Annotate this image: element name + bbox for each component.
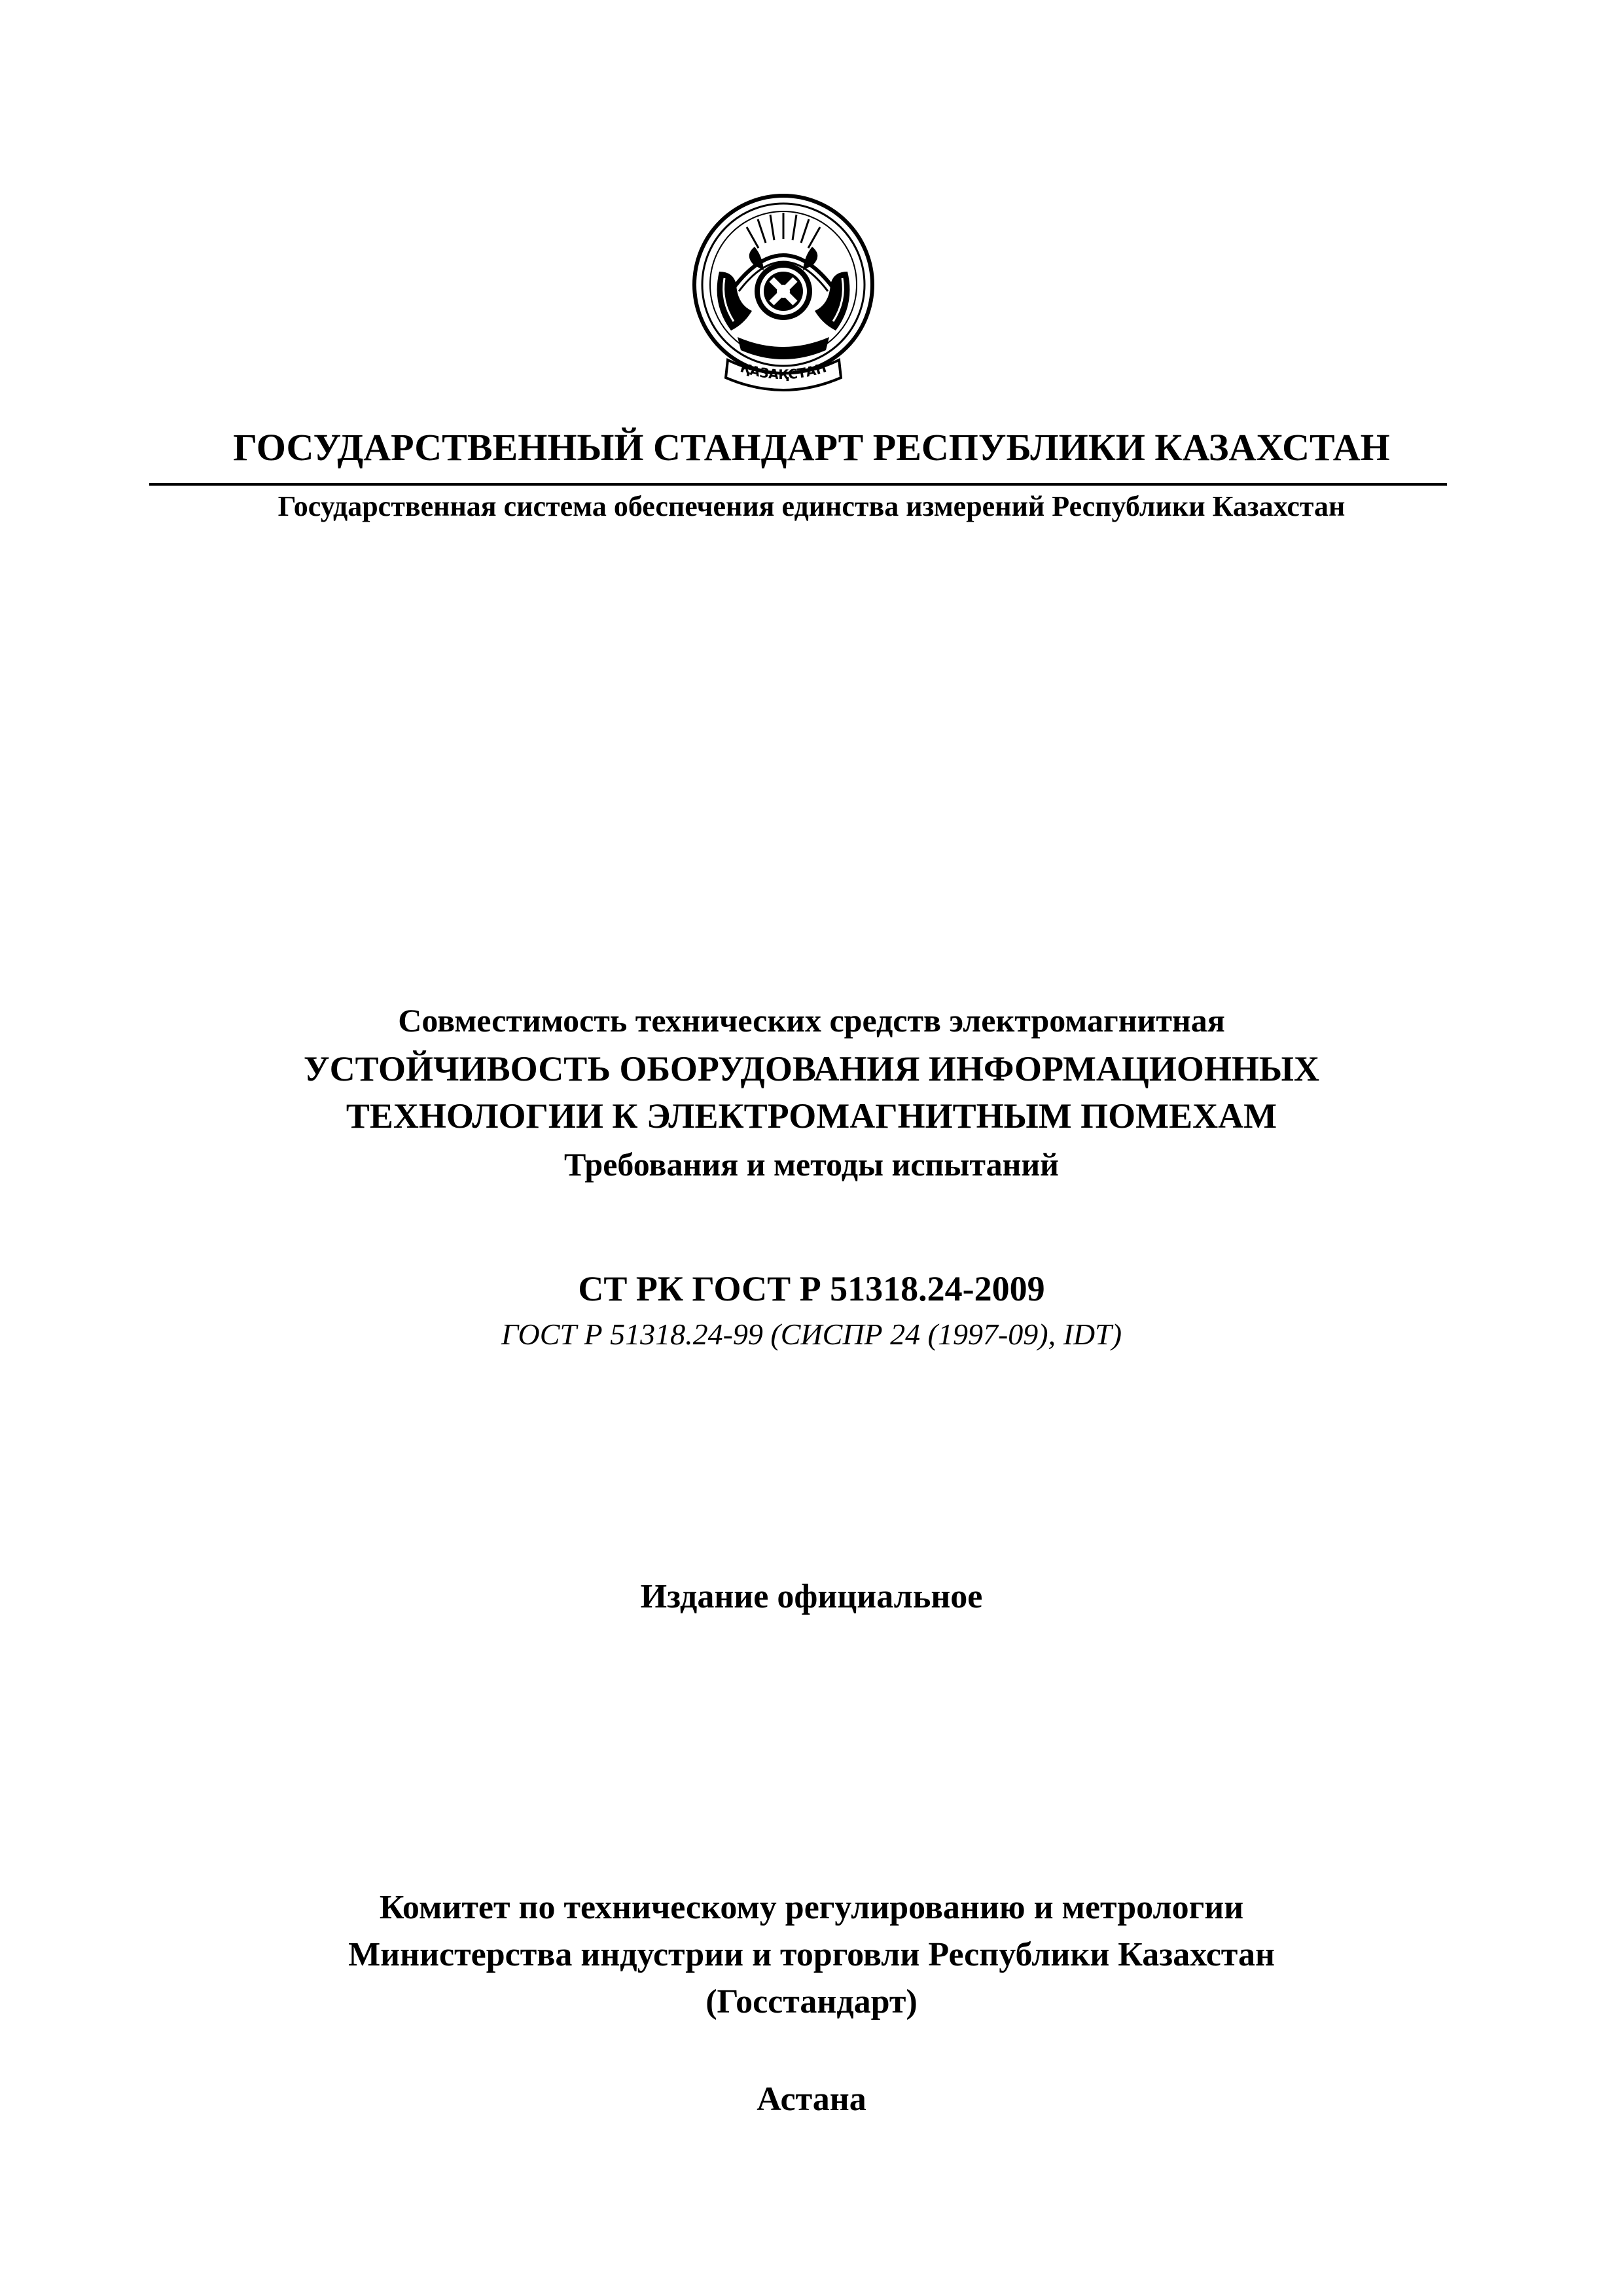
standard-header-title: ГОСУДАРСТВЕННЫЙ СТАНДАРТ РЕСПУБЛИКИ КАЗАХСТАН <box>233 426 1390 469</box>
document-title-line-1: Совместимость технических средств электромагнитная <box>398 1002 1225 1039</box>
standard-header-subtitle: Государственная система обеспечения единства измерений Республики Казахстан <box>277 490 1346 522</box>
header-divider <box>149 483 1447 486</box>
emblem-ribbon-text: ҚАЗАҚСТАН <box>738 359 829 383</box>
document-title-line-3: ТЕХНОЛОГИИ К ЭЛЕКТРОМАГНИТНЫМ ПОМЕХАМ <box>346 1096 1277 1136</box>
edition-label: Издание официальное <box>640 1578 983 1615</box>
publisher-line-2: Министерства индустрии и торговли Республики Казахстан <box>348 1936 1275 1973</box>
state-emblem-icon <box>692 193 875 396</box>
publisher-line-3: (Госстандарт) <box>705 1983 918 2020</box>
document-title-line-2: УСТОЙЧИВОСТЬ ОБОРУДОВАНИЯ ИНФОРМАЦИОННЫХ <box>304 1049 1319 1088</box>
standard-equivalence: ГОСТ Р 51318.24-99 (СИСПР 24 (1997-09), IDT) <box>501 1318 1122 1351</box>
standard-code: СТ РК ГОСТ Р 51318.24-2009 <box>578 1269 1045 1308</box>
publication-city: Астана <box>757 2081 866 2118</box>
publisher-line-1: Комитет по техническому регулированию и метрологии <box>379 1889 1244 1926</box>
document-title-line-4: Требования и методы испытаний <box>563 1146 1059 1183</box>
